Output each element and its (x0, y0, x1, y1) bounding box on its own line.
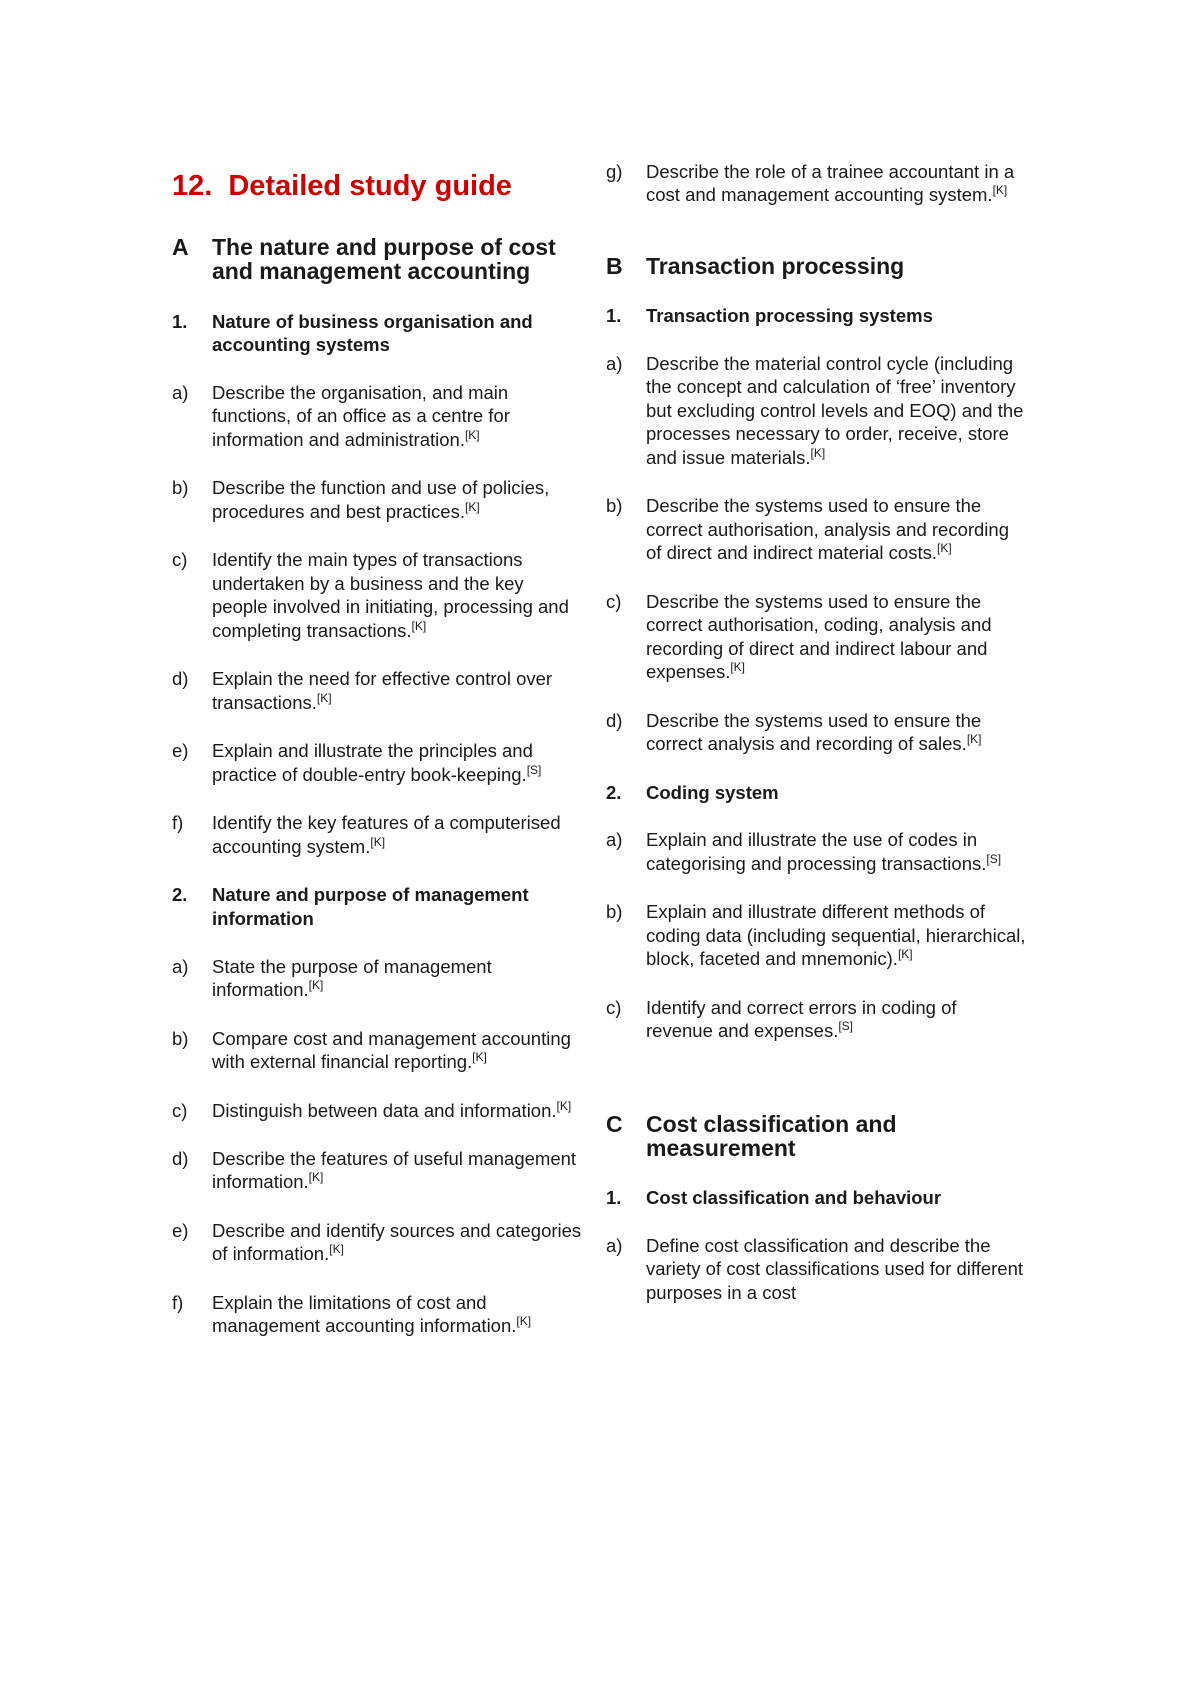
level-tag: [S] (838, 1018, 854, 1033)
section-letter: B (606, 252, 623, 279)
outcome-letter: f) (172, 812, 184, 834)
sub-heading-title: Nature and purpose of management information (212, 884, 529, 929)
section-heading-a (172, 235, 582, 283)
outcome-item (172, 739, 582, 786)
section-title: Cost classification and measurement (646, 1110, 897, 1161)
outcome-item (172, 667, 582, 714)
level-tag: [K] (464, 427, 480, 442)
outcome-item (606, 828, 1026, 875)
outcome-text: Describe the organisation, and main functions, of an office as a centre for information and administration. (212, 381, 510, 450)
outcome-letter: a) (606, 829, 623, 851)
sub-heading-title: Nature of business organisation and accounting systems (212, 310, 533, 356)
outcome-item (606, 709, 1026, 756)
section-letter: A (172, 234, 189, 261)
outcome-item (606, 900, 1026, 970)
outcome-text: Define cost classification and describe the variety of cost classifications used for different purposes in a cost (646, 1234, 1024, 1303)
outcome-text: Explain and illustrate the principles and practice of double-entry book-keeping. (212, 740, 533, 785)
outcome-letter: c) (606, 590, 622, 612)
level-tag: [K] (329, 1242, 344, 1257)
outcome-text: Describe and identify sources and categories of information. (212, 1219, 582, 1265)
outcome-text: Explain the need for effective control over transactions. (212, 668, 553, 713)
level-tag: [K] (937, 541, 952, 556)
outcome-text: Describe the systems used to ensure the correct analysis and recording of sales. (646, 709, 982, 755)
sub-heading-title: Transaction processing systems (646, 305, 933, 327)
sub-heading-number: 1. (606, 1186, 622, 1208)
sub-heading-number: 2. (172, 884, 188, 906)
outcome-text: Explain the limitations of cost and management accounting information. (212, 1291, 517, 1337)
section-title: Transaction processing (646, 252, 905, 279)
outcome-text: Distinguish between data and information. (212, 1099, 557, 1121)
section-letter: C (606, 1110, 623, 1137)
outcome-item (606, 590, 1026, 684)
page-title (172, 170, 582, 203)
outcome-text: Describe the function and use of policies, procedures and best practices. (212, 477, 550, 522)
outcome-item (172, 1147, 582, 1194)
outcome-item (172, 1027, 582, 1074)
level-tag: [K] (556, 1098, 572, 1113)
outcome-letter: b) (606, 495, 623, 517)
outcome-text: Describe the systems used to ensure the correct authorisation, analysis and recording of direct and indirect material costs. (646, 495, 1009, 564)
outcome-letter: d) (172, 668, 189, 690)
level-tag: [K] (316, 690, 332, 705)
outcome-item (172, 1099, 582, 1122)
level-tag: [K] (464, 499, 480, 514)
sub-heading-title: Cost classification and behaviour (646, 1186, 942, 1208)
outcome-letter: d) (172, 1148, 189, 1169)
left-column (172, 170, 582, 1363)
section-heading-b (606, 254, 1026, 278)
level-tag: [K] (370, 834, 386, 849)
outcome-letter: c) (172, 1099, 188, 1121)
sub-heading-number: 1. (606, 305, 622, 327)
page-title-text: Detailed study guide (228, 170, 512, 202)
outcome-text: State the purpose of management information. (212, 955, 492, 1001)
sub-heading-title: Coding system (646, 781, 779, 803)
outcome-text: Describe the role of a trainee accountant in a cost and management accounting system. (646, 161, 1015, 206)
outcome-item (172, 1291, 582, 1338)
sub-heading (172, 883, 582, 930)
outcome-item (606, 996, 1026, 1043)
outcome-letter: a) (172, 955, 189, 977)
sub-heading-number: 2. (606, 781, 622, 803)
sub-heading (606, 304, 1026, 328)
outcome-letter: g) (606, 161, 623, 182)
outcome-text: Explain and illustrate the use of codes in categorising and processing transactions. (646, 829, 987, 874)
outcome-letter: c) (606, 996, 622, 1018)
outcome-text: Explain and illustrate different methods of coding data (including sequential, hierarchical, block, faceted and mnemonic). (646, 901, 1026, 970)
outcome-text: Identify the main types of transactions undertaken by a business and the key people involved in initiating, processing and completing transactions. (212, 549, 569, 641)
level-tag: [K] (810, 445, 826, 460)
level-tag: [S] (986, 851, 1002, 866)
level-tag: [K] (472, 1049, 487, 1064)
outcome-letter: a) (606, 352, 623, 374)
outcome-letter: d) (606, 709, 623, 731)
outcome-letter: a) (172, 381, 189, 403)
outcome-item (606, 1234, 1026, 1304)
outcome-text: Identify and correct errors in coding of revenue and expenses. (646, 996, 957, 1042)
sub-heading (172, 310, 582, 357)
outcome-item (172, 811, 582, 858)
outcome-item (606, 494, 1026, 564)
outcome-letter: a) (606, 1234, 623, 1256)
outcome-letter: f) (172, 1291, 184, 1313)
page-title-number: 12. (172, 170, 213, 202)
outcome-item (172, 476, 582, 523)
level-tag: [K] (730, 659, 746, 674)
outcome-item (172, 1219, 582, 1266)
outcome-letter: b) (172, 1027, 189, 1049)
sub-heading-number: 1. (172, 310, 188, 332)
outcome-letter: b) (606, 901, 623, 923)
level-tag: [K] (308, 977, 324, 992)
level-tag: [K] (308, 1170, 324, 1185)
outcome-text: Identify the key features of a computerised accounting system. (212, 812, 561, 857)
level-tag: [K] (411, 618, 427, 633)
outcome-item (172, 955, 582, 1002)
sub-heading (606, 1186, 1026, 1210)
outcome-letter: c) (172, 549, 188, 571)
level-tag: [K] (516, 1314, 532, 1329)
outcome-item (606, 160, 1026, 207)
section-heading-c (606, 1112, 1026, 1160)
outcome-letter: e) (172, 740, 189, 762)
level-tag: [K] (897, 947, 913, 962)
outcome-item (172, 548, 582, 642)
sub-heading (606, 781, 1026, 805)
outcome-text: Describe the systems used to ensure the correct authorisation, coding, analysis and recording of direct and indirect labour and expenses. (646, 590, 992, 683)
level-tag: [K] (966, 731, 982, 746)
outcome-text: Compare cost and management accounting with external financial reporting. (212, 1027, 571, 1073)
level-tag: [S] (526, 762, 542, 777)
outcome-text: Describe the features of useful management information. (212, 1148, 577, 1193)
outcome-item (172, 381, 582, 451)
outcome-letter: e) (172, 1219, 189, 1241)
level-tag: [K] (992, 183, 1008, 198)
outcome-text: Describe the material control cycle (including the concept and calculation of ‘free’ inventory but excluding control levels and EOQ) and the processes necessary to order, receive, store and issue materials. (646, 352, 1024, 468)
section-title: The nature and purpose of cost and management accounting (212, 234, 556, 285)
outcome-item (606, 352, 1026, 469)
outcome-letter: b) (172, 477, 189, 499)
right-column (606, 160, 1026, 1329)
